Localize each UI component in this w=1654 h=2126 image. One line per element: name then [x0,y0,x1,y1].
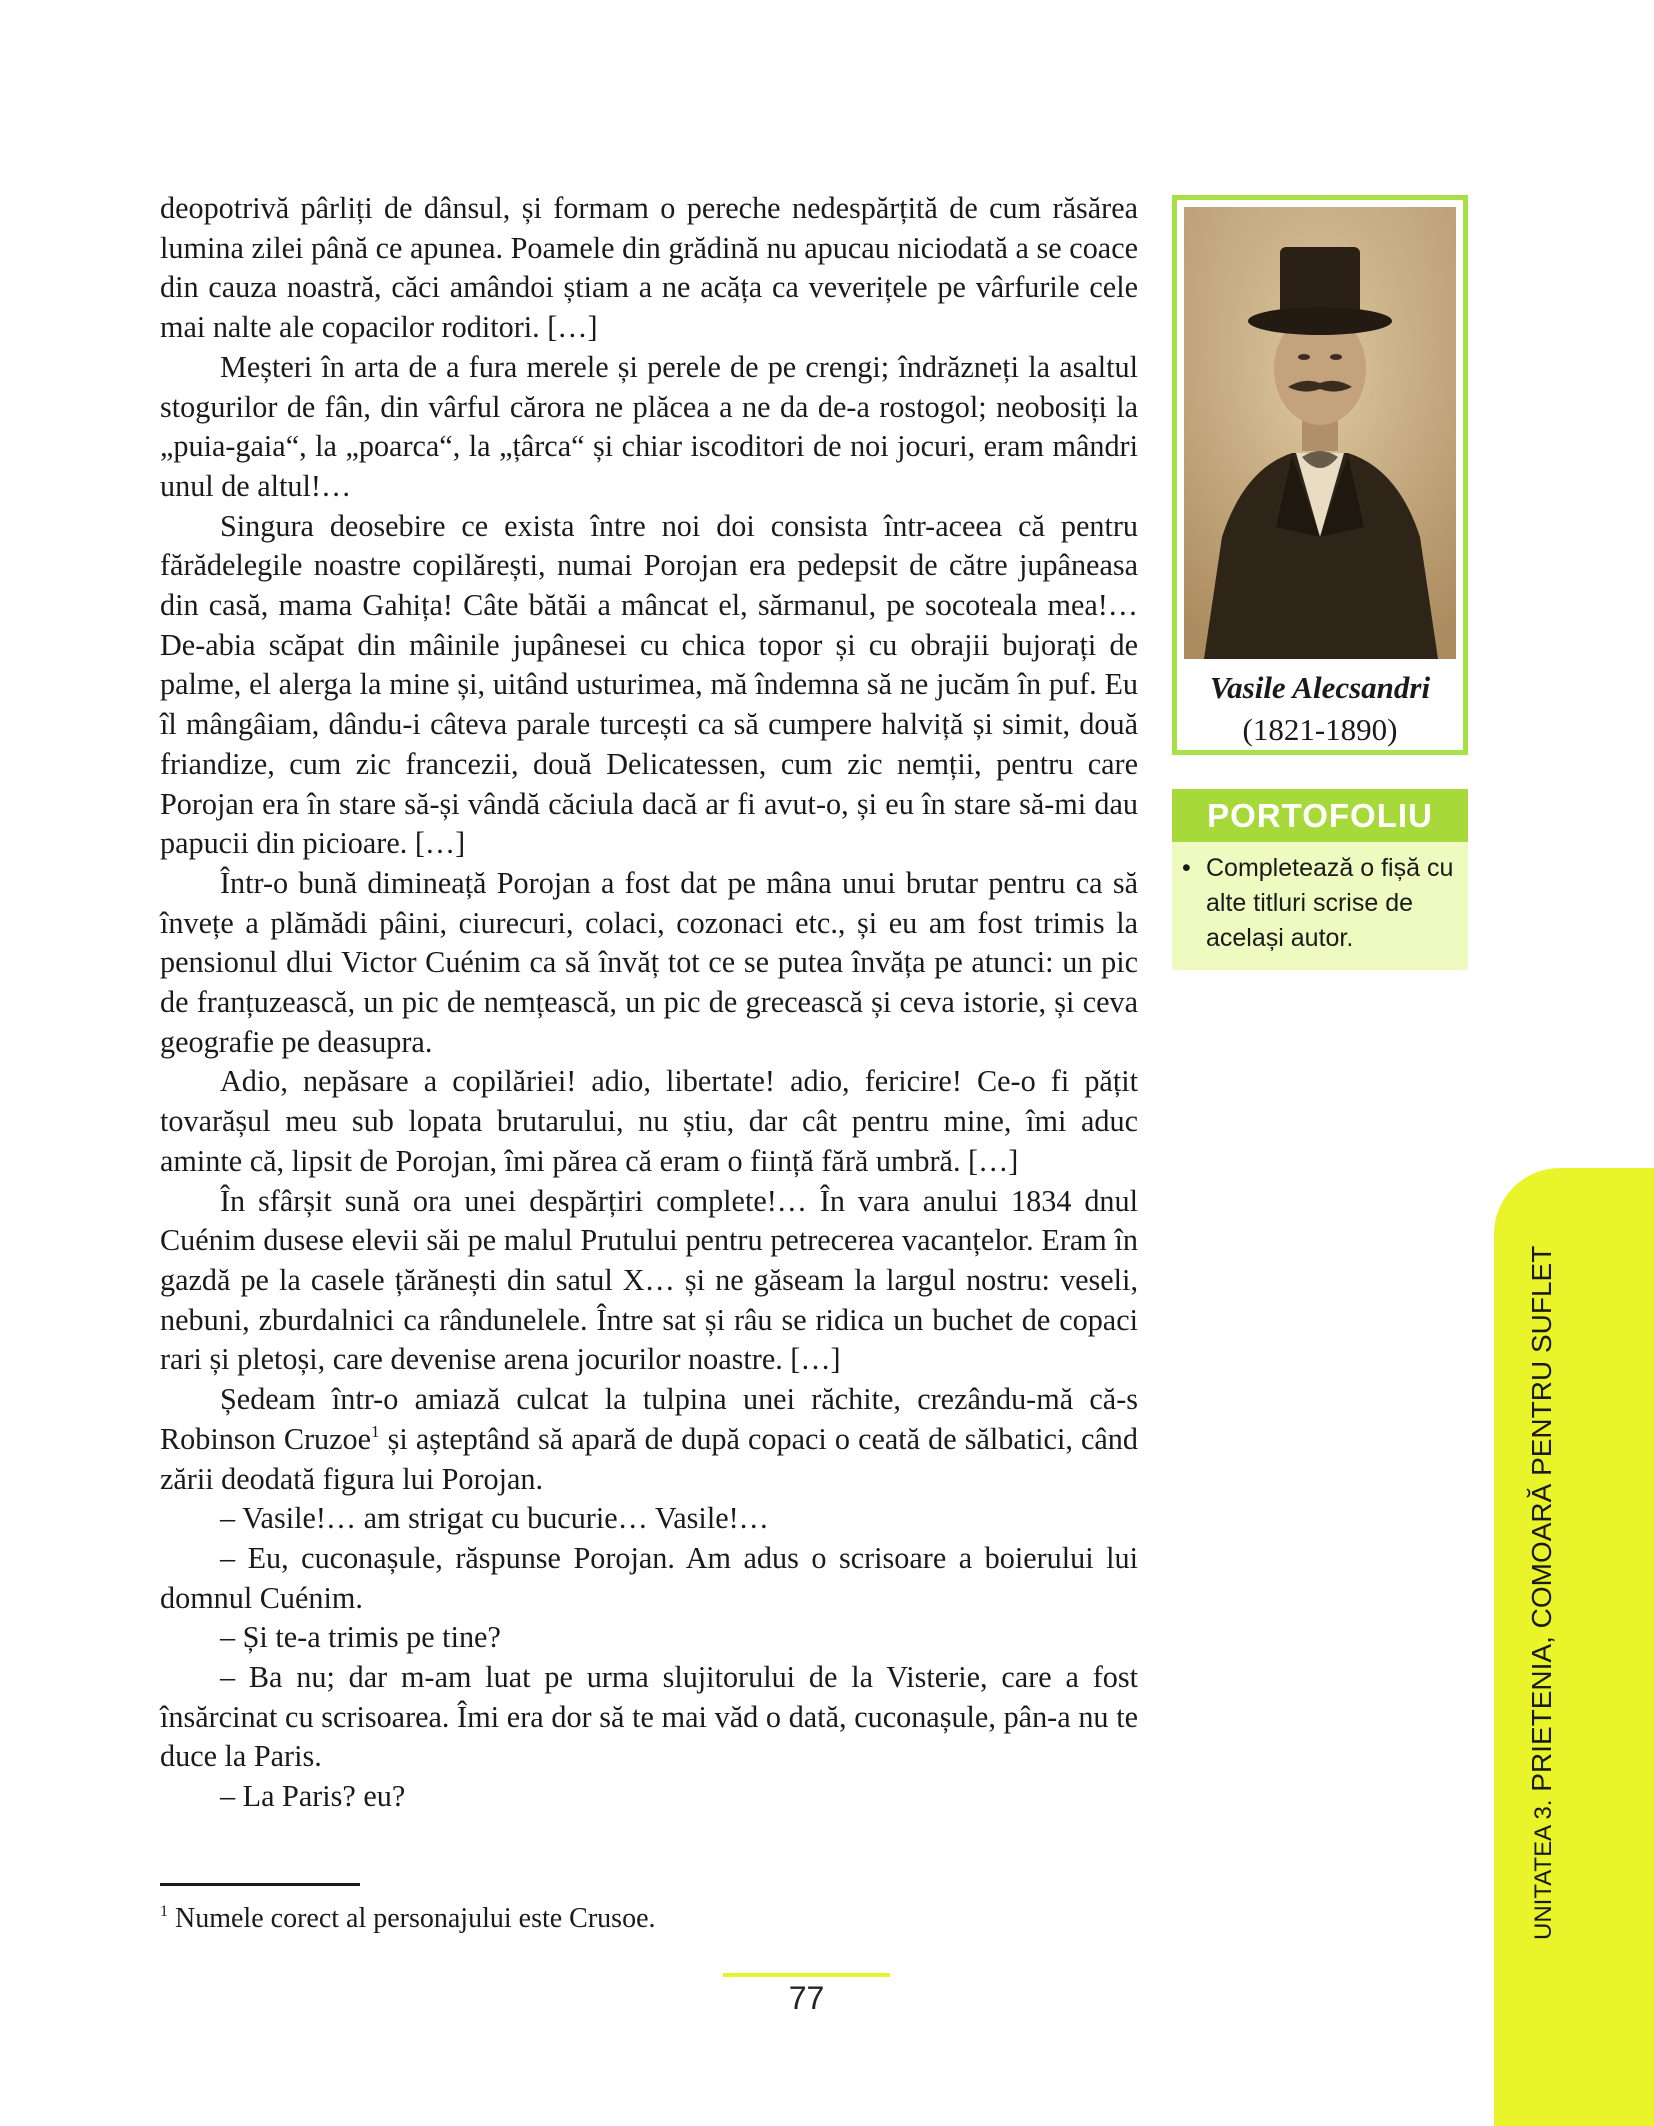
author-photo-illustration [1184,207,1456,659]
footnote-divider [160,1883,360,1886]
paragraph: Singura deosebire ce exista între noi doi consista într-aceea că pentru fărădelegile noastre copilărești, numai Porojan era pedepsit de către jupâneasa din casă, mama Gahița! Câte bătăi a mâncat el, sărmanul, pe socoteala mea!… De-abia scăpat din mâinile jupânesei cu chica topor și cu obrajii bujorați de palme, el alerga la mine și, uitând usturimea, mă îndemna să ne jucăm în puf. Eu îl mângâiam, dându-i câteva parale turcești ca să cumpere halviță și simit, două friandize, cum zic francezii, două Delicatessen, cum zic nemții, pentru care Porojan era în stare să-și vândă căciula dacă ar fi avut-o, și eu în stare să-mi dau papucii din picioare. […] [160,508,1138,861]
dialogue-line: – Vasile!… am strigat cu bucurie… Vasile!… [220,1501,769,1536]
paragraph-text: Ședeam într-o amiază culcat la tulpina unei răchite, crezându-mă că-s Robinson Cruzoe [160,1382,1138,1456]
paragraph: deopotrivă pârliți de dânsul, și formam o pereche nedespărțită de cum răsărea lumina zilei până ce apunea. Poamele din grădină nu apucau niciodată a se coace din cauza noastră, căci amândoi știam a ne acăța ca veverițele pe vârfurile cele mai nalte ale copacilor roditori. […] [160,191,1138,345]
dialogue-line: – Și te-a trimis pe tine? [220,1620,501,1655]
paragraph: Meșteri în arta de a fura merele și perele de pe crengi; îndrăzneți la asaltul stogurilor de fân, din vârful cărora ne plăcea a ne da de-a rostogol; neobosiți la „puia-gaia“, la „poarca“, la „țârca“ și chiar iscoditori de noi jocuri, eram mândri unul de altul!… [160,349,1138,503]
unit-side-tab-label [1512,1220,1572,1940]
paragraph: Adio, nepăsare a copilăriei! adio, libertate! adio, fericire! Ce-o fi pățit tovarășul meu sub lopata brutarului, nu știu, dar cât pentru mine, îmi aduc aminte că, lipsit de Porojan, îmi părea că eram o ființă fără umbră. […] [160,1064,1138,1178]
unit-title: PRIETENIA, COMOARĂ PENTRU SUFLET [1526,1245,1557,1792]
paragraph: În sfârșit sună ora unei despărțiri complete!… În vara anului 1834 dnul Cuénim dusese elevii săi pe malul Prutului pentru petrecerea vacanțelor. Eram în gazdă pe la casele țărănești din satul X… și ne găseam la largul nostru: veseli, nebuni, zburdalnici ca rândunelele. Între sat și râu se ridica un buchet de copaci rari și pletoși, care devenise arena jocurilor noastre. […] [160,1183,1138,1377]
portfolio-task [1182,851,1462,956]
footnote-text: Numele corect al personajului este Crusoe. [168,1903,656,1934]
portfolio-box [1172,789,1468,970]
footnote [160,1901,1060,1937]
author-photo [1184,207,1456,659]
portfolio-title: PORTOFOLIU [1172,789,1468,842]
footnote-mark: 1 [160,1903,168,1920]
page-number: 77 [788,1980,825,2016]
paragraph [160,1380,1138,1499]
paragraph-text: și așteptând să apară de după copaci o ceată de sălbatici, când zării deodată figura lui Porojan. [160,1421,1138,1496]
author-name: Vasile Alecsandri [1209,670,1431,705]
author-portrait-card [1172,195,1468,755]
dialogue-line: – Eu, cuconașule, răspunse Porojan. Am adus o scrisoare a boierului lui domnul Cuénim. [160,1540,1138,1615]
unit-number: UNITATEA 3. [1530,1799,1557,1940]
footnote-ref: 1 [371,1421,380,1441]
paragraph: Într-o bună dimineață Porojan a fost dat pe mâna unui brutar pentru ca să învețe a plămădi pâini, ciurecuri, colaci, cozonaci etc., și eu am fost trimis la pensionul dlui Victor Cuénim ca să învăț tot ce se putea învăța pe atunci: un pic de franțuzească, un pic de nemțească, un pic de grecească și ceva istorie, și ceva geografie pe deasupra. [160,865,1138,1059]
page-number-rule [723,1973,890,1977]
bullet-icon: • [1182,854,1191,882]
author-years: (1821-1890) [1242,712,1398,747]
portfolio-task-text: Completează o fișă cu alte titluri scrise de același autor. [1206,854,1454,952]
dialogue-line: – La Paris? eu? [220,1779,406,1814]
dialogue-line: – Ba nu; dar m-am luat pe urma slujitorului de la Visterie, care a fost însărcinat cu scrisoarea. Îmi era dor să te mai văd o dată, cuconașule, pân-a nu te duce la Paris. [160,1660,1138,1774]
main-text [160,189,1138,1817]
